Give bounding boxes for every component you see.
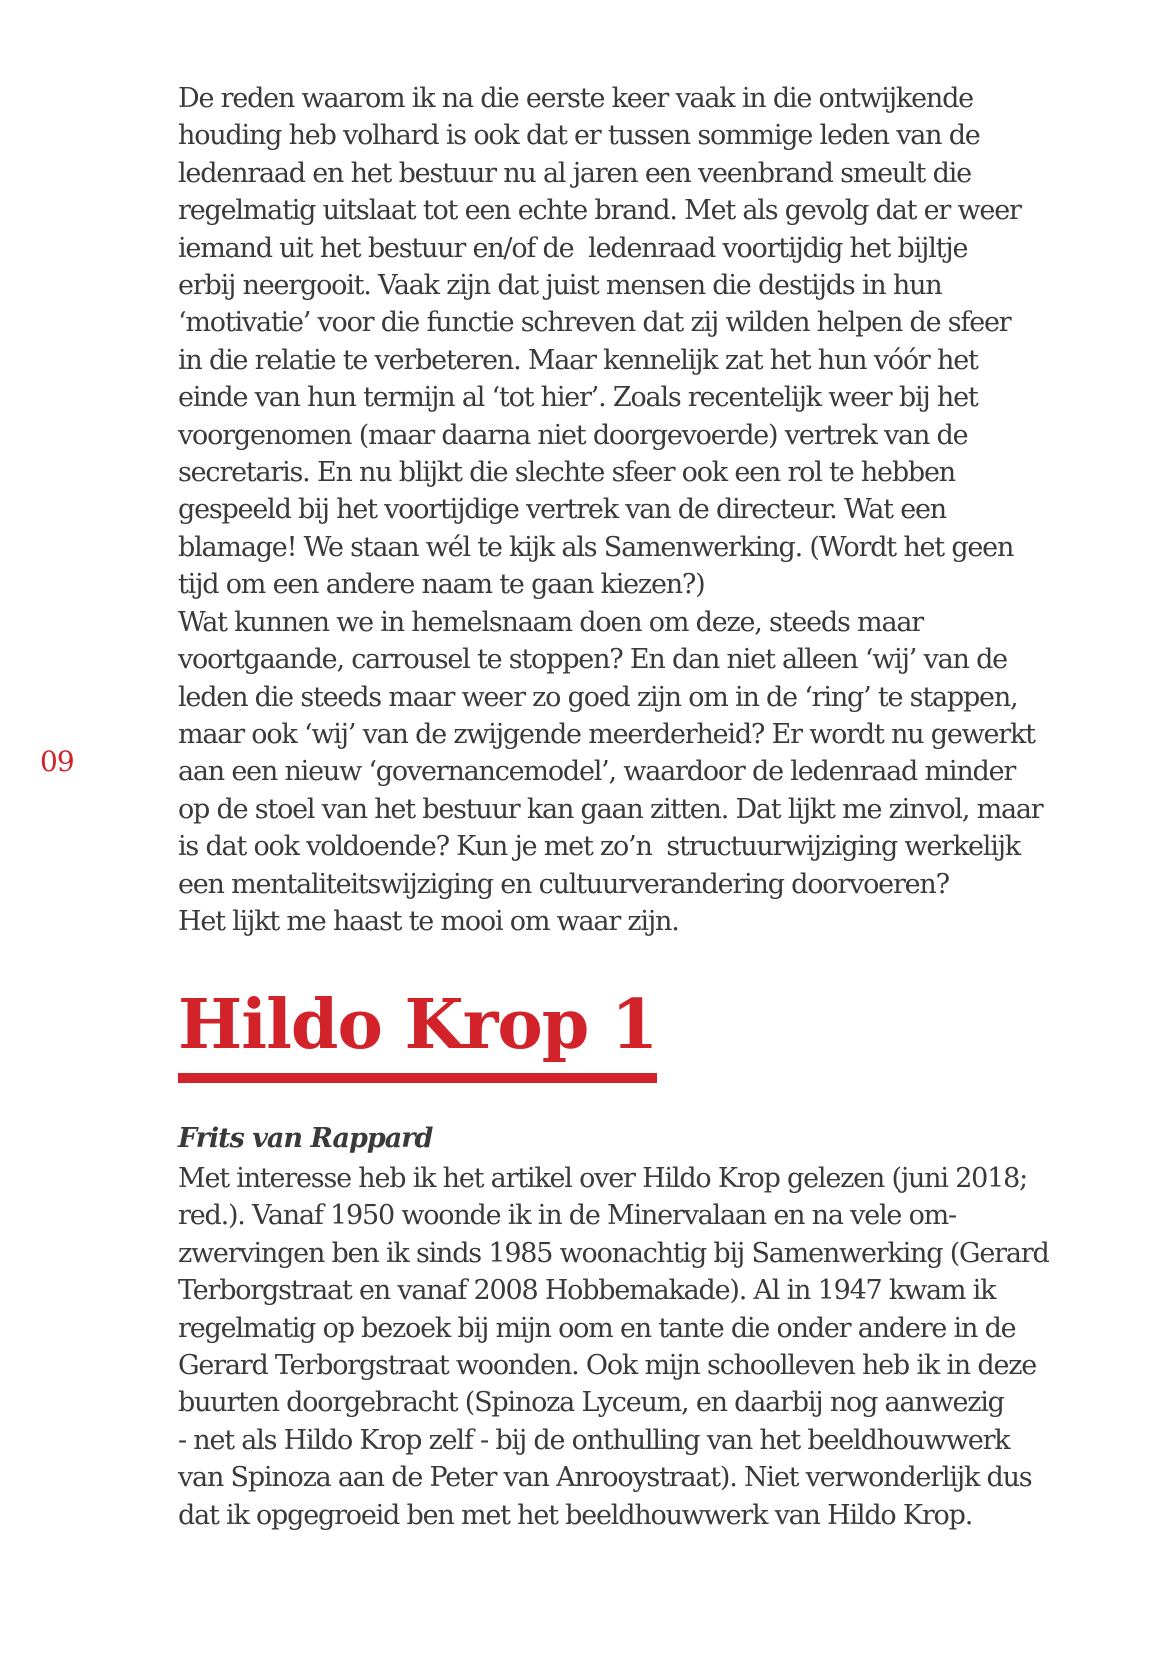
- text-line: op de stoel van het bestuur kan gaan zitten. Dat lijkt me zinvol, maar: [178, 793, 1043, 825]
- text-line: ‘motivatie’ voor die functie schreven dat zij wilden helpen de sfeer: [178, 307, 1011, 339]
- letter-body-2: [178, 1160, 1049, 1534]
- text-line: buurten doorgebracht (Spinoza Lyceum, en daarbij nog aanwezig: [178, 1387, 1004, 1419]
- text-line: van Spinoza aan de Peter van Anrooystraat). Niet verwonderlijk dus: [178, 1462, 1032, 1494]
- text-line: voortgaande, carrousel te stoppen? En dan niet alleen ‘wij’ van de: [178, 644, 1007, 676]
- text-line: regelmatig uitslaat tot een echte brand. Met als gevolg dat er weer: [178, 195, 1021, 227]
- text-line: iemand uit het bestuur en/of de ledenraad voortijdig het bijltje: [178, 232, 968, 264]
- text-line: red.). Vanaf 1950 woonde ik in de Minervalaan en na vele om-: [178, 1200, 956, 1232]
- text-line: einde van hun termijn al ‘tot hier’. Zoals recentelijk weer bij het: [178, 382, 978, 414]
- article-title: Hildo Krop 1: [178, 990, 657, 1083]
- text-line: gespeeld bij het voortijdige vertrek van de directeur. Wat een: [178, 494, 946, 526]
- text-line: in die relatie te verbeteren. Maar kennelijk zat het hun vóór het: [178, 344, 978, 376]
- text-line: Wat kunnen we in hemelsnaam doen om deze, steeds maar: [178, 606, 923, 638]
- text-line: dat ik opgegroeid ben met het beeldhouwwerk van Hildo Krop.: [178, 1499, 973, 1531]
- text-line: tijd om een andere naam te gaan kiezen?): [178, 569, 705, 601]
- text-line: maar ook ‘wij’ van de zwijgende meerderheid? Er wordt nu gewerkt: [178, 718, 1035, 750]
- article-byline: Frits van Rappard: [178, 1123, 433, 1154]
- text-line: leden die steeds maar weer zo goed zijn om in de ‘ring’ te stappen,: [178, 681, 1018, 713]
- text-line: secretaris. En nu blijkt die slechte sfeer ook een rol te hebben: [178, 457, 955, 489]
- text-line: zwervingen ben ik sinds 1985 woonachtig bij Samenwerking (Gerard: [178, 1237, 1049, 1269]
- text-line: aan een nieuw ‘governancemodel’, waardoor de ledenraad minder: [178, 756, 1016, 788]
- letter-body-1: [178, 80, 1043, 940]
- text-line: Het lijkt me haast te mooi om waar zijn.: [178, 905, 679, 937]
- text-line: houding heb volhard is ook dat er tussen sommige leden van de: [178, 120, 980, 152]
- text-line: Terborgstraat en vanaf 2008 Hobbemakade). Al in 1947 kwam ik: [178, 1275, 996, 1307]
- text-line: een mentaliteitswijziging en cultuurverandering doorvoeren?: [178, 868, 949, 900]
- text-line: ledenraad en het bestuur nu al jaren een veenbrand smeult die: [178, 157, 971, 189]
- page-number: 09: [40, 745, 74, 778]
- text-line: - net als Hildo Krop zelf - bij de onthulling van het beeldhouwwerk: [178, 1424, 1010, 1456]
- text-line: De reden waarom ik na die eerste keer vaak in die ontwijkende: [178, 83, 973, 114]
- text-line: Met interesse heb ik het artikel over Hildo Krop gelezen (juni 2018;: [178, 1163, 1028, 1194]
- text-line: erbij neergooit. Vaak zijn dat juist mensen die destijds in hun: [178, 270, 942, 302]
- text-line: blamage! We staan wél te kijk als Samenwerking. (Wordt het geen: [178, 531, 1014, 563]
- text-line: Gerard Terborgstraat woonden. Ook mijn schoolleven heb ik in deze: [178, 1350, 1037, 1382]
- text-line: regelmatig op bezoek bij mijn oom en tante die onder andere in de: [178, 1312, 1016, 1344]
- text-line: voorgenomen (maar daarna niet doorgevoerde) vertrek van de: [178, 419, 968, 451]
- text-line: is dat ook voldoende? Kun je met zo’n structuurwijziging werkelijk: [178, 831, 1020, 863]
